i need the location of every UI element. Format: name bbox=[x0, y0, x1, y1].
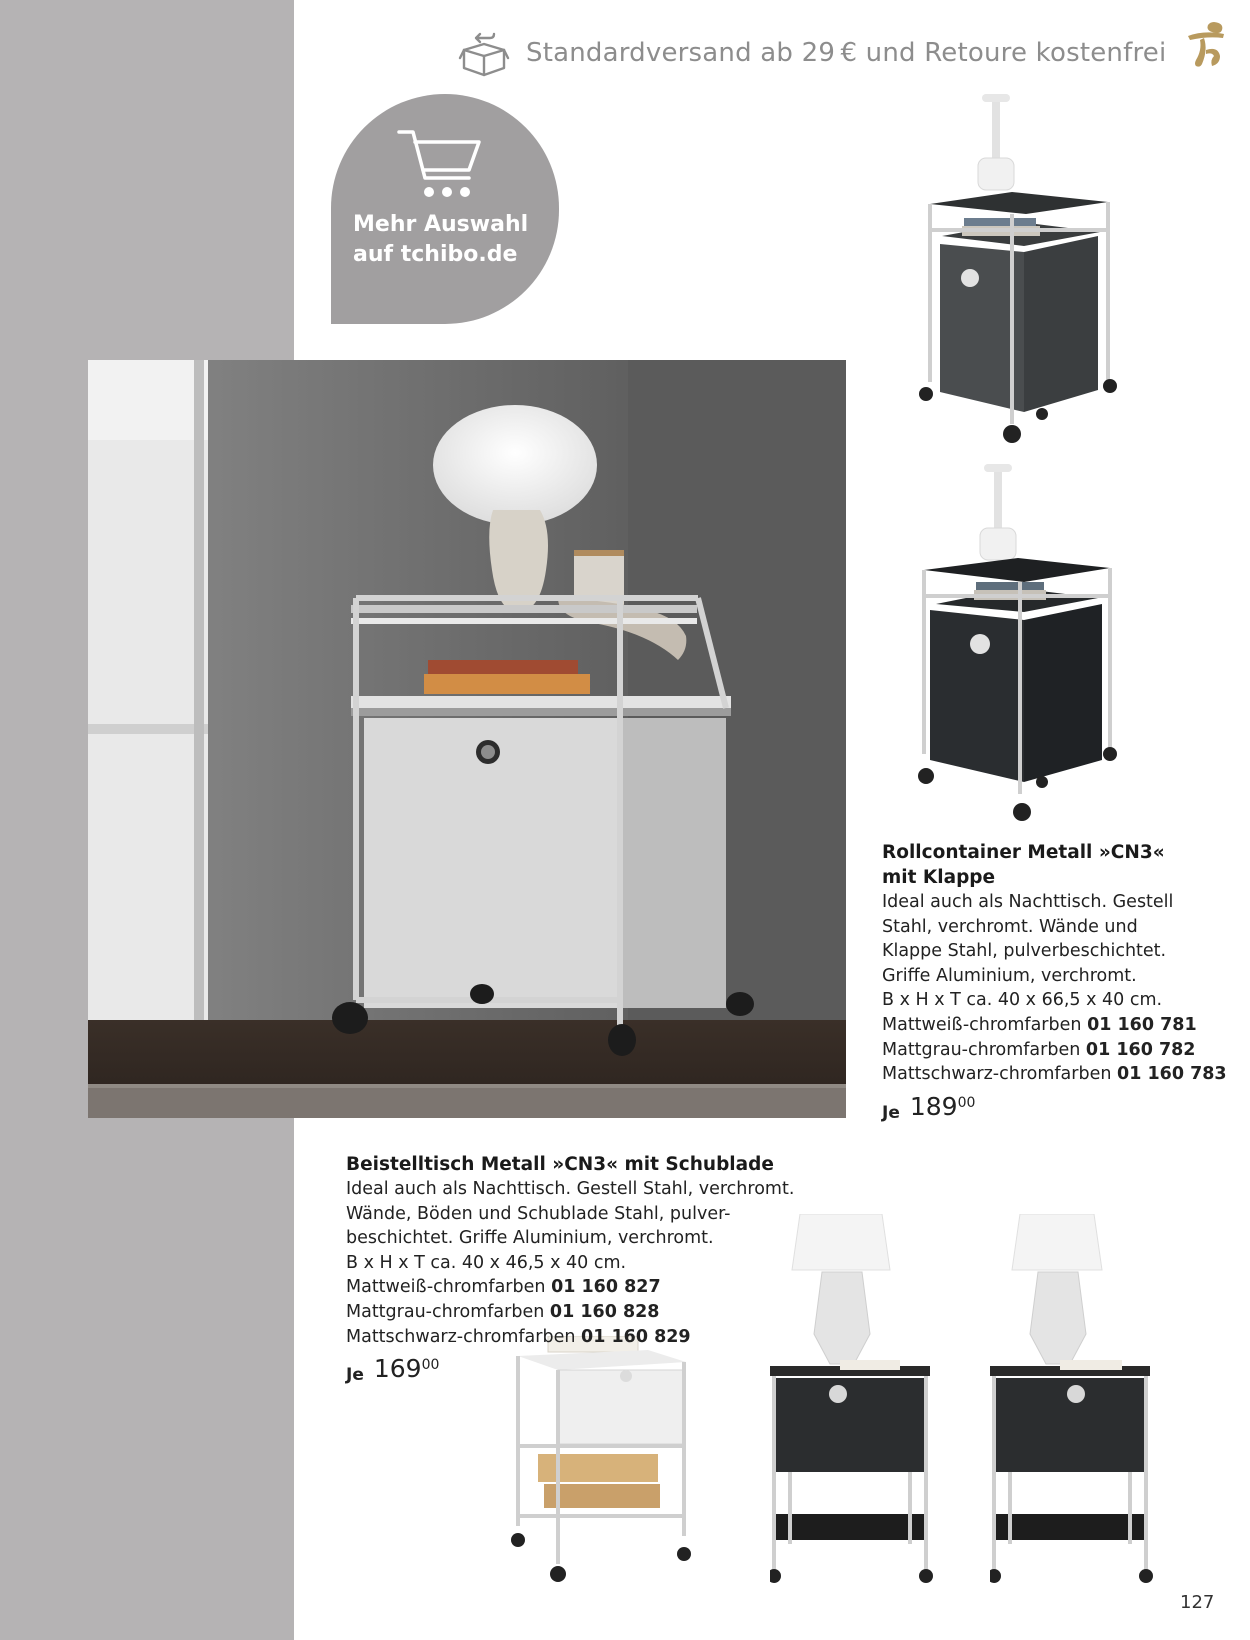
variant-color: Mattweiß-chromfarben bbox=[882, 1014, 1082, 1035]
variant-number: 01 160 782 bbox=[1085, 1039, 1196, 1060]
variant-number: 01 160 828 bbox=[549, 1301, 660, 1322]
price-cents: 00 bbox=[957, 1094, 976, 1111]
more-selection-bubble[interactable] bbox=[331, 94, 559, 324]
rollcontainer-desc: B x H x T ca. 40 x 66,5 x 40 cm. bbox=[882, 990, 1163, 1011]
rollcontainer-price bbox=[882, 1093, 1227, 1126]
price-prefix: Je bbox=[882, 1102, 900, 1123]
shipping-banner bbox=[456, 28, 1166, 78]
rollcontainer-title-2: mit Klappe bbox=[882, 867, 996, 888]
beistelltisch-variant bbox=[346, 1325, 794, 1350]
rollcontainer-title-1: Rollcontainer Metall »CN3« bbox=[882, 842, 1165, 863]
beistelltisch-variant bbox=[346, 1300, 794, 1325]
variant-color: Mattschwarz-chromfarben bbox=[882, 1064, 1112, 1085]
price-euros: 169 bbox=[373, 1354, 422, 1384]
rollcontainer-variant bbox=[882, 1013, 1227, 1038]
shipping-text: Standardversand ab 29 € und Retoure kostenfrei bbox=[526, 38, 1167, 68]
beistelltisch-desc: beschichtet. Griffe Aluminium, verchromt. bbox=[346, 1228, 714, 1249]
price-prefix: Je bbox=[346, 1365, 364, 1386]
beistelltisch-info bbox=[346, 1152, 794, 1388]
beistelltisch-title: Beistelltisch Metall »CN3« mit Schublade bbox=[346, 1154, 774, 1175]
rollcontainer-info bbox=[882, 840, 1227, 1125]
beistelltisch-variant bbox=[346, 1275, 794, 1300]
variant-color: Mattgrau-chromfarben bbox=[882, 1039, 1081, 1060]
variant-number: 01 160 783 bbox=[1117, 1064, 1227, 1085]
rollcontainer-desc: Stahl, verchromt. Wände und bbox=[882, 916, 1138, 937]
price-euros: 189 bbox=[909, 1091, 958, 1121]
beistelltisch-black-lamp-image-2 bbox=[990, 1214, 1160, 1594]
tchibo-bean-logo[interactable] bbox=[1184, 20, 1228, 70]
shopping-cart-icon bbox=[397, 130, 487, 200]
package-return-icon bbox=[456, 28, 512, 78]
variant-number: 01 160 781 bbox=[1087, 1014, 1197, 1035]
main-lifestyle-photo bbox=[88, 360, 846, 1118]
variant-color: Mattweiß-chromfarben bbox=[346, 1277, 546, 1298]
beistelltisch-black-lamp-image-1 bbox=[770, 1214, 940, 1594]
beistelltisch-price bbox=[346, 1355, 794, 1388]
variant-number: 01 160 827 bbox=[551, 1277, 661, 1298]
beistelltisch-desc: B x H x T ca. 40 x 46,5 x 40 cm. bbox=[346, 1252, 627, 1273]
rollcontainer-desc: Griffe Aluminium, verchromt. bbox=[882, 965, 1137, 986]
rollcontainer-desc: Ideal auch als Nachttisch. Gestell bbox=[882, 892, 1174, 912]
price-cents: 00 bbox=[421, 1357, 440, 1374]
bubble-line-1: Mehr Auswahl bbox=[353, 212, 529, 237]
variant-color: Mattgrau-chromfarben bbox=[346, 1301, 545, 1322]
variant-number: 01 160 829 bbox=[581, 1326, 691, 1347]
bubble-line-2: auf tchibo.de bbox=[353, 242, 518, 267]
beistelltisch-desc: Wände, Böden und Schublade Stahl, pulver- bbox=[346, 1203, 731, 1224]
bubble-text bbox=[353, 210, 553, 270]
rollcontainer-variant bbox=[882, 1062, 1227, 1087]
rollcontainer-desc: Klappe Stahl, pulverbeschichtet. bbox=[882, 941, 1167, 962]
page-number: 127 bbox=[1180, 1592, 1215, 1613]
variant-color: Mattschwarz-chromfarben bbox=[346, 1326, 576, 1347]
rollcontainer-product-image-2 bbox=[900, 464, 1130, 824]
rollcontainer-variant bbox=[882, 1038, 1227, 1063]
rollcontainer-product-image-1 bbox=[900, 94, 1130, 454]
beistelltisch-desc: Ideal auch als Nachttisch. Gestell Stahl, verchromt. bbox=[346, 1179, 795, 1199]
